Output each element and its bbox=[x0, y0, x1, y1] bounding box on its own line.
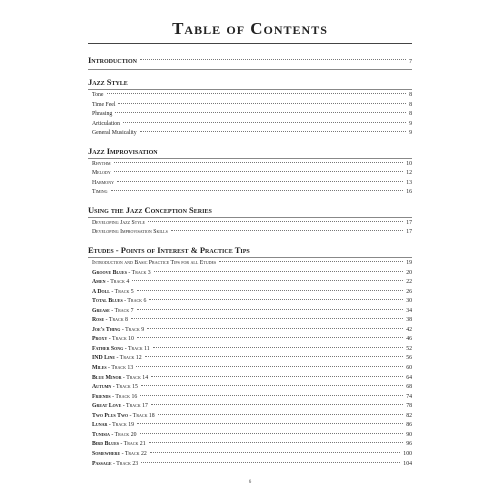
entry-label: Timing bbox=[92, 189, 108, 196]
dot-leader bbox=[148, 221, 403, 222]
dot-leader bbox=[114, 162, 404, 163]
toc-entry-etude[interactable] bbox=[88, 354, 412, 364]
track-label: - Track 7 bbox=[109, 307, 134, 314]
toc-entry-introduction[interactable] bbox=[88, 54, 412, 70]
page-title: Table of Contents bbox=[172, 19, 328, 38]
page-number: 17 bbox=[406, 229, 412, 236]
page-number: 56 bbox=[406, 355, 412, 362]
entry-label bbox=[88, 421, 134, 431]
toc-entry-etude[interactable] bbox=[88, 440, 412, 450]
dot-leader bbox=[115, 112, 406, 113]
entry-label bbox=[88, 307, 134, 317]
entry-label: Introduction and Basic Practice Tips for all Etudes bbox=[92, 260, 217, 267]
page-number: 100 bbox=[403, 450, 412, 457]
entry-label bbox=[88, 278, 129, 288]
toc-entry-etude[interactable] bbox=[88, 297, 412, 307]
toc-entry-etude[interactable] bbox=[88, 288, 412, 298]
page-number: 8 bbox=[409, 92, 412, 98]
page-number: 46 bbox=[406, 336, 412, 343]
dot-leader bbox=[123, 122, 406, 123]
dot-leader bbox=[118, 103, 406, 104]
etude-title: Somewhere bbox=[92, 450, 121, 457]
dot-leader bbox=[137, 290, 404, 291]
page-number: 86 bbox=[406, 422, 412, 429]
page-number: 8 bbox=[409, 111, 412, 118]
toc-entry[interactable] bbox=[88, 179, 412, 189]
page-number: 78 bbox=[406, 403, 412, 410]
toc-entry-etude[interactable] bbox=[88, 383, 412, 393]
etude-title: Autumn bbox=[92, 384, 112, 391]
page-number: 9 bbox=[409, 120, 412, 127]
dot-leader bbox=[151, 404, 403, 405]
page-number: 9 bbox=[409, 130, 412, 137]
dot-leader bbox=[149, 442, 404, 443]
toc-entry[interactable] bbox=[88, 228, 412, 238]
page-number: 8 bbox=[409, 101, 412, 108]
toc-entry-etude[interactable] bbox=[88, 307, 412, 317]
page-number: 90 bbox=[406, 431, 412, 438]
track-label: - Track 20 bbox=[109, 431, 137, 438]
etude-title: Bird Blues bbox=[92, 441, 119, 448]
etude-title: Great Love bbox=[92, 403, 122, 410]
etude-title: Passage bbox=[92, 460, 112, 467]
entry-label bbox=[88, 431, 137, 441]
page-number: 17 bbox=[406, 219, 412, 226]
dot-leader bbox=[137, 309, 404, 310]
track-label: - Track 19 bbox=[107, 422, 135, 429]
toc-entry-etude[interactable] bbox=[88, 326, 412, 336]
entry-label bbox=[88, 364, 133, 374]
etude-title: Groove Blues bbox=[92, 269, 127, 276]
entry-label bbox=[88, 297, 146, 307]
entry-label: Phrasing bbox=[92, 111, 113, 118]
title-rule bbox=[88, 43, 412, 44]
page-number: 20 bbox=[406, 269, 412, 276]
etude-title: Joe's Thing bbox=[92, 326, 121, 333]
track-label: - Track 6 bbox=[122, 298, 147, 305]
etude-title: Two Plus Two bbox=[92, 412, 129, 419]
entry-label: General Musicality bbox=[92, 130, 137, 137]
etude-title: Father Song bbox=[92, 345, 124, 352]
entry-label: Harmony bbox=[92, 179, 114, 186]
track-label: - Track 4 bbox=[105, 279, 130, 286]
track-label: - Track 22 bbox=[120, 450, 147, 457]
page-number: 16 bbox=[406, 189, 412, 196]
page-number: 96 bbox=[406, 441, 412, 448]
entry-label: Developing Improvisation Skills bbox=[92, 229, 168, 236]
track-label: - Track 18 bbox=[128, 412, 155, 419]
toc-entry-etude[interactable] bbox=[88, 393, 412, 403]
track-label: - Track 10 bbox=[107, 336, 134, 343]
entry-label bbox=[88, 440, 146, 450]
track-label: - Track 5 bbox=[109, 288, 134, 295]
toc-entry[interactable] bbox=[88, 169, 412, 179]
page-number: 104 bbox=[403, 460, 412, 467]
dot-leader bbox=[151, 376, 403, 377]
page-number: 74 bbox=[406, 393, 412, 400]
dot-leader bbox=[136, 366, 403, 367]
page-number: 10 bbox=[406, 160, 412, 167]
entry-label: Introduction bbox=[88, 55, 137, 65]
toc-entry-etude[interactable] bbox=[88, 345, 412, 355]
toc-entry-etude[interactable] bbox=[88, 412, 412, 422]
section-heading: Jazz Improvisation bbox=[88, 145, 412, 159]
section-etudes bbox=[88, 244, 412, 469]
etude-title: Proxy bbox=[92, 336, 108, 343]
track-label: - Track 23 bbox=[111, 460, 139, 467]
toc-entry-etude[interactable] bbox=[88, 402, 412, 412]
toc-entry-etude[interactable] bbox=[88, 278, 412, 288]
track-label: - Track 17 bbox=[121, 403, 148, 410]
dot-leader bbox=[107, 93, 407, 94]
section-jazz-improvisation bbox=[88, 145, 412, 198]
page-number: 12 bbox=[406, 170, 412, 177]
dot-leader bbox=[114, 171, 403, 172]
dot-leader bbox=[137, 423, 403, 424]
entry-label bbox=[88, 335, 134, 345]
section-heading: Etudes - Points of Interest & Practice Tips bbox=[88, 244, 412, 258]
entry-label bbox=[88, 450, 147, 460]
track-label: - Track 14 bbox=[121, 374, 149, 381]
page-number: 30 bbox=[406, 298, 412, 305]
section-heading: Jazz Style bbox=[88, 76, 412, 90]
dot-leader bbox=[158, 414, 404, 415]
entry-label bbox=[88, 269, 151, 279]
page-number: 52 bbox=[406, 345, 412, 352]
track-label: - Track 21 bbox=[118, 441, 146, 448]
track-label: - Track 16 bbox=[110, 393, 138, 400]
dot-leader bbox=[141, 462, 400, 463]
etude-title: Total Blues bbox=[92, 298, 123, 305]
etude-title: Lunar bbox=[92, 422, 108, 429]
dot-leader bbox=[140, 59, 406, 60]
toc-entry-etude[interactable] bbox=[88, 421, 412, 431]
track-label: - Track 3 bbox=[126, 269, 151, 276]
entry-label bbox=[88, 402, 148, 412]
toc-entry-etude[interactable] bbox=[88, 460, 412, 470]
dot-leader bbox=[171, 230, 403, 231]
entry-label: Tone bbox=[92, 92, 104, 98]
track-label: - Track 13 bbox=[106, 365, 134, 372]
dot-leader bbox=[137, 337, 403, 338]
entry-label bbox=[88, 412, 155, 422]
track-label: - Track 15 bbox=[111, 384, 138, 391]
etude-title: Miles bbox=[92, 365, 107, 372]
page-folio: 6 bbox=[248, 480, 252, 485]
toc-page bbox=[88, 18, 412, 473]
entry-label bbox=[88, 316, 128, 326]
entry-label bbox=[88, 288, 134, 298]
page-number: 64 bbox=[406, 374, 412, 381]
dot-leader bbox=[153, 347, 404, 348]
toc-entry[interactable] bbox=[88, 129, 412, 139]
entry-label bbox=[88, 345, 150, 355]
dot-leader bbox=[140, 395, 403, 396]
toc-entry-etude[interactable] bbox=[88, 364, 412, 374]
section-heading: Using the Jazz Conception Series bbox=[88, 204, 412, 218]
page-number: 7 bbox=[409, 59, 412, 65]
dot-leader bbox=[147, 328, 403, 329]
toc-entry-etudes-intro[interactable] bbox=[88, 259, 412, 269]
page-number: 60 bbox=[406, 365, 412, 372]
section-using-series bbox=[88, 204, 412, 238]
etude-title: IND Line bbox=[92, 355, 116, 362]
section-jazz-style bbox=[88, 76, 412, 139]
dot-leader bbox=[154, 271, 404, 272]
dot-leader bbox=[132, 280, 403, 281]
toc-entry-etude[interactable] bbox=[88, 374, 412, 384]
entry-label: Melody bbox=[92, 170, 111, 177]
dot-leader bbox=[131, 318, 403, 319]
toc-entry[interactable] bbox=[88, 219, 412, 229]
dot-leader bbox=[219, 261, 403, 262]
page-number: 68 bbox=[406, 384, 412, 391]
page-number: 26 bbox=[406, 288, 412, 295]
dot-leader bbox=[149, 299, 403, 300]
page-number: 34 bbox=[406, 307, 412, 314]
etude-title: A Doll bbox=[92, 288, 110, 295]
page-number: 38 bbox=[406, 317, 412, 324]
entry-label bbox=[88, 393, 137, 403]
dot-leader bbox=[140, 433, 404, 434]
entry-label bbox=[88, 374, 148, 384]
etude-title: Tunisia bbox=[92, 431, 110, 438]
track-label: - Track 12 bbox=[115, 355, 142, 362]
toc-entry[interactable] bbox=[88, 160, 412, 170]
etude-title: Grease bbox=[92, 307, 110, 314]
page-number: 22 bbox=[406, 279, 412, 286]
track-label: - Track 8 bbox=[104, 317, 128, 324]
entry-label: Rhythm bbox=[92, 160, 111, 167]
dot-leader bbox=[111, 190, 404, 191]
toc-entry-etude[interactable] bbox=[88, 316, 412, 326]
etude-title: Blue Minor bbox=[92, 374, 122, 381]
toc-entry-etude[interactable] bbox=[88, 269, 412, 279]
etude-title: Friends bbox=[92, 393, 111, 400]
page-number: 42 bbox=[406, 326, 412, 333]
entry-label bbox=[88, 354, 142, 364]
entry-label: Articulation bbox=[92, 120, 121, 127]
entry-label bbox=[88, 383, 138, 393]
dot-leader bbox=[145, 356, 404, 357]
dot-leader bbox=[141, 385, 403, 386]
toc-entry[interactable] bbox=[88, 91, 412, 101]
toc-entry-etude[interactable] bbox=[88, 431, 412, 441]
dot-leader bbox=[117, 181, 403, 182]
entry-label bbox=[88, 460, 138, 470]
toc-entry[interactable] bbox=[88, 188, 412, 198]
page-number: 82 bbox=[406, 412, 412, 419]
toc-entry-etude[interactable] bbox=[88, 335, 412, 345]
page-number: 19 bbox=[406, 260, 412, 267]
page-number: 13 bbox=[406, 179, 412, 186]
track-label: - Track 11 bbox=[123, 345, 150, 352]
dot-leader bbox=[150, 452, 401, 453]
entry-label: Developing Jazz Style bbox=[92, 219, 146, 226]
toc-entry[interactable] bbox=[88, 110, 412, 120]
toc-entry[interactable] bbox=[88, 101, 412, 111]
etude-title: Rose bbox=[92, 317, 105, 324]
entry-label: Time Feel bbox=[92, 101, 116, 108]
etude-title: Amen bbox=[92, 279, 106, 286]
toc-entry[interactable] bbox=[88, 120, 412, 130]
track-label: - Track 9 bbox=[120, 326, 145, 333]
toc-entry-etude[interactable] bbox=[88, 450, 412, 460]
dot-leader bbox=[140, 131, 407, 132]
entry-label bbox=[88, 326, 144, 336]
